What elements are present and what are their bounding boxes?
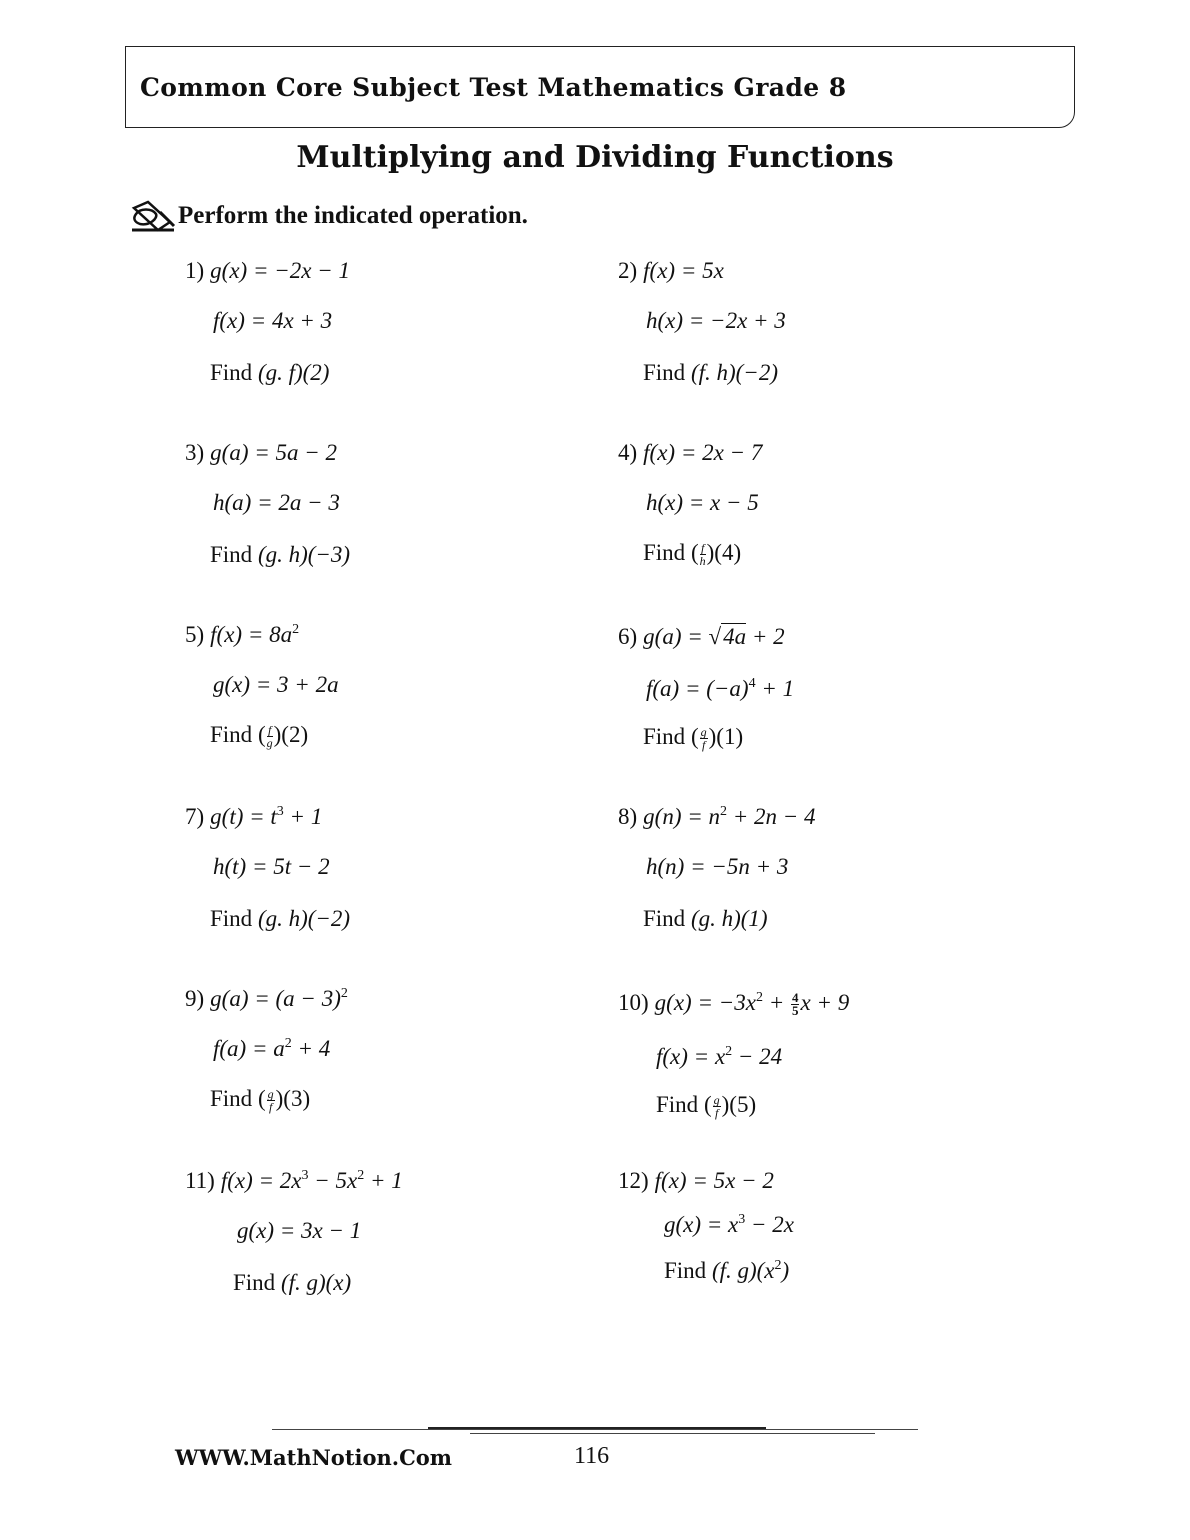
expression: f(x) = 2x − 7 xyxy=(643,440,763,465)
expression: g(x) = x xyxy=(664,1212,739,1237)
find-label: Find xyxy=(210,906,258,931)
operation: ) xyxy=(781,1258,790,1283)
find-label: Find xyxy=(656,1092,704,1117)
footer-divider xyxy=(272,1429,918,1430)
operation: (g. h)(−2) xyxy=(257,906,351,931)
operation-arg: (4) xyxy=(714,540,742,565)
expression: g(x) = −3x xyxy=(654,990,756,1015)
find-label: Find xyxy=(664,1258,712,1283)
expression: + 1 xyxy=(364,1168,403,1193)
instruction-row xyxy=(130,200,528,232)
problem-number: 9) xyxy=(185,986,205,1011)
expression: f(x) = 4x + 3 xyxy=(213,308,333,333)
expression: + 1 xyxy=(283,804,323,829)
problem-number: 6) xyxy=(618,624,638,649)
footer-website: WWW.MathNotion.Com xyxy=(175,1445,453,1470)
expression: g(t) = t xyxy=(210,804,277,829)
exponent: 3 xyxy=(738,1212,746,1227)
instruction-text: Perform the indicated operation. xyxy=(178,202,528,229)
problem-number: 7) xyxy=(185,804,205,829)
problem-number: 12) xyxy=(618,1168,649,1193)
expression: + xyxy=(762,990,790,1015)
operation: (g. h)(1) xyxy=(690,906,768,931)
find-label: Find xyxy=(210,542,258,567)
expression: g(a) = (a − 3) xyxy=(210,986,341,1011)
find-label: Find xyxy=(643,906,691,931)
page-number: 116 xyxy=(574,1443,610,1469)
footer-divider xyxy=(470,1433,875,1434)
radicand: 4a xyxy=(723,624,747,649)
expression: h(x) = −2x + 3 xyxy=(646,308,786,333)
problem-number: 1) xyxy=(185,258,205,283)
find-label: Find xyxy=(210,1086,258,1111)
fraction: $\frac{4}{5}$ xyxy=(791,990,799,1019)
exponent: 2 xyxy=(774,1258,782,1273)
expression: + 2n − 4 xyxy=(727,804,816,829)
find-label: Find xyxy=(210,360,258,385)
expression: h(x) = x − 5 xyxy=(646,490,759,515)
find-label: Find xyxy=(643,540,691,565)
expression: f(x) = 8a xyxy=(210,622,293,647)
find-label: Find xyxy=(643,360,691,385)
expression: h(t) = 5t − 2 xyxy=(213,854,330,879)
expression: x + 9 xyxy=(800,990,850,1015)
exponent: 2 xyxy=(755,990,763,1005)
footer-divider xyxy=(428,1427,766,1429)
find-label: Find xyxy=(643,724,691,749)
expression: f(a) = a xyxy=(213,1036,285,1061)
problem-number: 2) xyxy=(618,258,638,283)
exponent: 2 xyxy=(357,1168,365,1183)
fraction: $\frac{g}{f}$ xyxy=(713,1093,720,1121)
operation: (f. g)(x) xyxy=(280,1270,352,1295)
expression: g(a) = 5a − 2 xyxy=(210,440,338,465)
fraction: $\frac{g}{f}$ xyxy=(700,725,707,753)
operation: (f. h)(−2) xyxy=(690,360,778,385)
pencil-icon xyxy=(130,200,176,232)
problem-number: 11) xyxy=(185,1168,215,1193)
operation-arg: (1) xyxy=(716,724,744,749)
expression: f(a) = (−a) xyxy=(646,676,749,701)
fraction: $\frac{f}{g}$ xyxy=(266,723,273,751)
operation-arg: (5) xyxy=(729,1092,757,1117)
expression: g(x) = 3x − 1 xyxy=(237,1218,362,1243)
problem-number: 8) xyxy=(618,804,638,829)
operation-arg: (3) xyxy=(283,1086,311,1111)
operation: (f. g)(x xyxy=(711,1258,775,1283)
exponent: 2 xyxy=(284,1036,292,1051)
problem-number: 3) xyxy=(185,440,205,465)
operation-arg: (2) xyxy=(281,722,309,747)
expression: g(x) = −2x − 1 xyxy=(210,258,350,283)
find-label: Find xyxy=(210,722,258,747)
problem-number: 10) xyxy=(618,990,649,1015)
header-title: Common Core Subject Test Mathematics Grade 8 xyxy=(140,73,847,102)
expression: f(x) = 2x xyxy=(220,1168,302,1193)
expression: + 1 xyxy=(755,676,795,701)
operation: (g. h)(−3) xyxy=(257,542,351,567)
problem-number: 5) xyxy=(185,622,205,647)
header-box xyxy=(125,46,1075,128)
exponent: 4 xyxy=(748,676,756,691)
expression: − 2x xyxy=(745,1212,794,1237)
expression: + 2 xyxy=(746,624,785,649)
page-title: Multiplying and Dividing Functions xyxy=(296,140,894,175)
expression: f(x) = x xyxy=(656,1044,726,1069)
exponent: 3 xyxy=(276,804,284,819)
fraction: $\frac{f}{h}$ xyxy=(699,541,706,569)
exponent: 2 xyxy=(720,804,728,819)
problem-number: 4) xyxy=(618,440,638,465)
operation: (g. f)(2) xyxy=(257,360,330,385)
find-label: Find xyxy=(233,1270,281,1295)
exponent: 2 xyxy=(292,622,300,637)
radical-sign: √ xyxy=(708,624,722,649)
fraction: $\frac{g}{f}$ xyxy=(267,1087,274,1115)
expression: + 4 xyxy=(291,1036,331,1061)
expression: g(a) = xyxy=(643,624,709,649)
expression: g(n) = n xyxy=(643,804,721,829)
expression: − 5x xyxy=(308,1168,358,1193)
expression: f(x) = 5x xyxy=(643,258,724,283)
exponent: 3 xyxy=(301,1168,309,1183)
expression: f(x) = 5x − 2 xyxy=(654,1168,774,1193)
exponent: 2 xyxy=(725,1044,733,1059)
expression: h(a) = 2a − 3 xyxy=(213,490,340,515)
expression: g(x) = 3 + 2a xyxy=(213,672,339,697)
expression: h(n) = −5n + 3 xyxy=(646,854,789,879)
exponent: 2 xyxy=(340,986,348,1001)
expression: − 24 xyxy=(732,1044,783,1069)
